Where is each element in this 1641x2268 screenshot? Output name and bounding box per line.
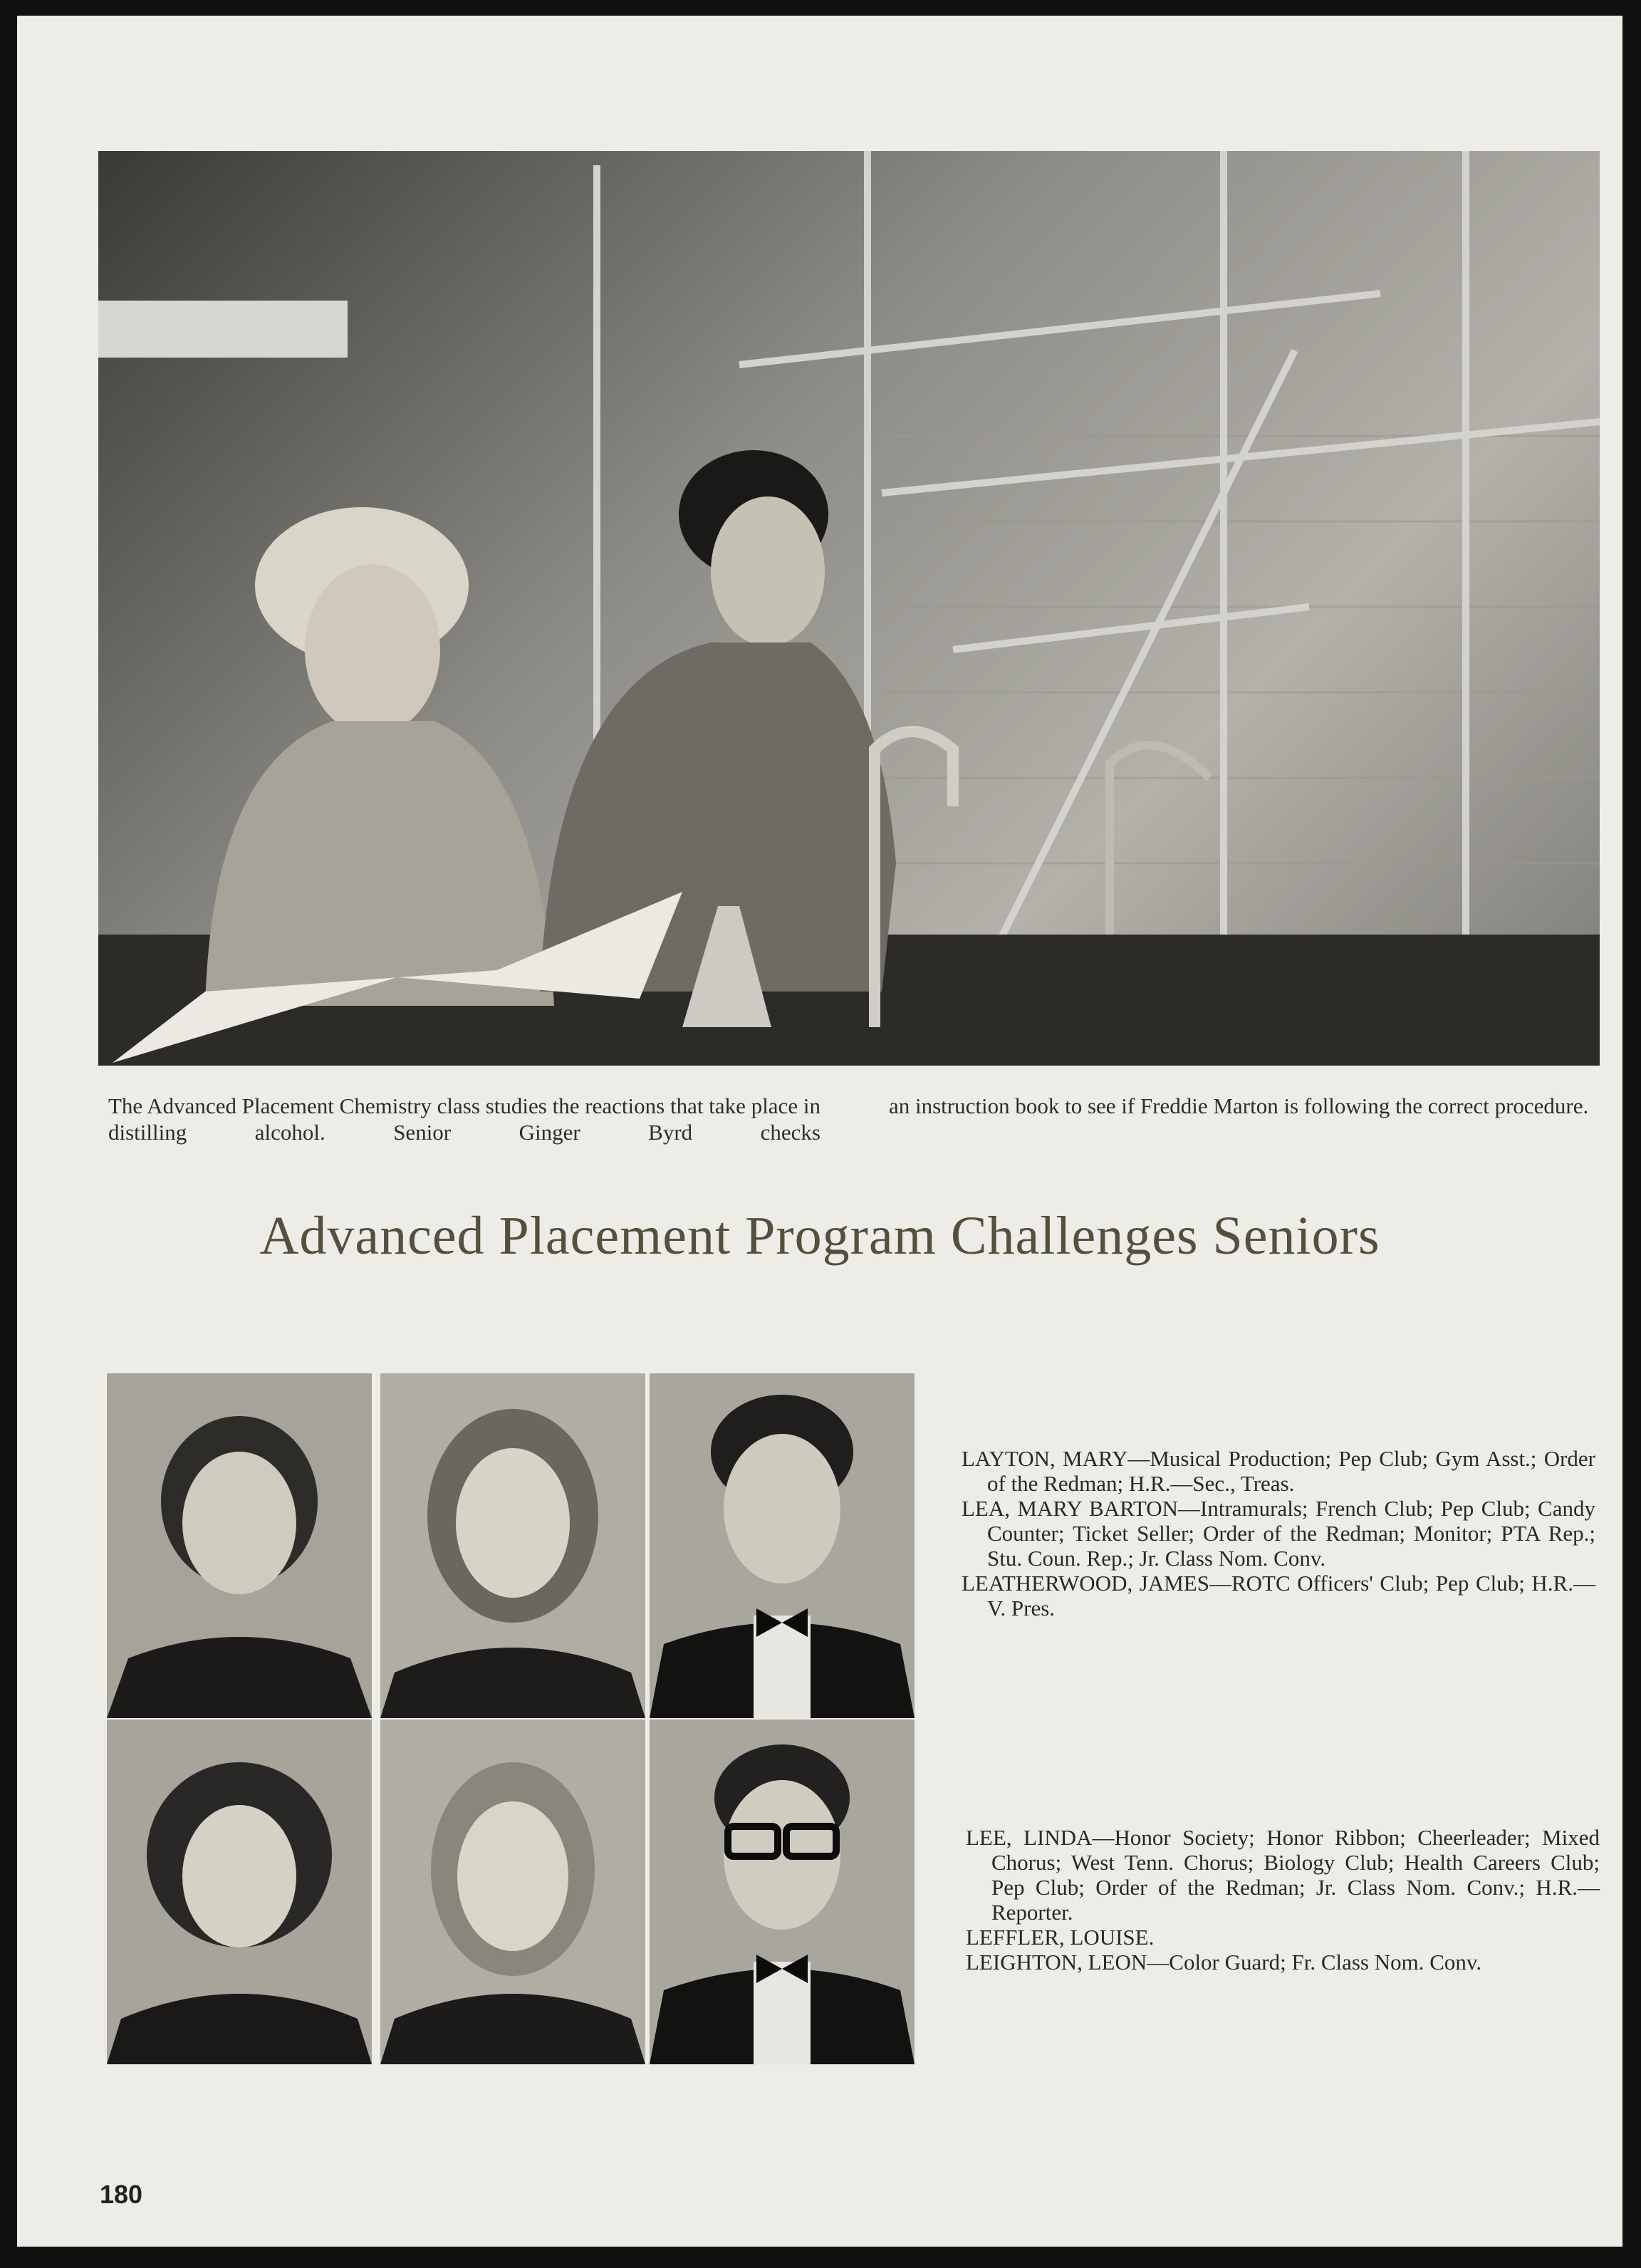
chemistry-lab-photo — [98, 151, 1600, 1066]
portrait-photo — [380, 1373, 645, 1718]
bio-entry: LEIGHTON, LEON—Color Guard; Fr. Class Nom. Conv. — [966, 1950, 1482, 1975]
page-headline: Advanced Placement Program Challenges Seniors — [259, 1206, 1380, 1266]
yearbook-page — [17, 16, 1622, 2247]
bio-entry: LEATHERWOOD, JAMES—ROTC Officers' Club; Pep Club; H.R.—V. Pres. — [962, 1571, 1595, 1621]
bio-entry: LEA, MARY BARTON—Intramurals; French Club; Pep Club; Candy Counter; Ticket Seller; Order of the Redman; Monitor; PTA Rep.; Stu. Coun. Rep.; Jr. Class Nom. Conv. — [962, 1496, 1595, 1571]
bio-entry: LEFFLER, LOUISE. — [966, 1925, 1155, 1950]
portrait-photo — [380, 1720, 645, 2064]
photo-caption-left: The Advanced Placement Chemistry class studies the reactions that take place in distilling alcohol. Senior Ginger Byrd checks — [108, 1093, 820, 1145]
bio-entry: LAYTON, MARY—Musical Production; Pep Club; Gym Asst.; Order of the Redman; H.R.—Sec., Treas. — [962, 1446, 1595, 1496]
portrait-photo — [107, 1720, 372, 2064]
photo-caption-right: an instruction book to see if Freddie Marton is following the correct procedure. — [889, 1093, 1589, 1118]
portrait-photo — [650, 1720, 915, 2064]
page-number: 180 — [100, 2180, 143, 2209]
bio-list-top — [962, 1446, 1595, 1621]
bio-entry: LEE, LINDA—Honor Society; Honor Ribbon; Cheerleader; Mixed Chorus; West Tenn. Chorus; Biology Club; Health Careers Club; Pep Club; Order of the Redman; Jr. Class Nom. Conv.; H.R.—Reporter. — [966, 1825, 1600, 1925]
portrait-photo — [107, 1373, 372, 1718]
portrait-photo — [650, 1373, 915, 1718]
bio-list-bottom — [966, 1825, 1600, 1975]
